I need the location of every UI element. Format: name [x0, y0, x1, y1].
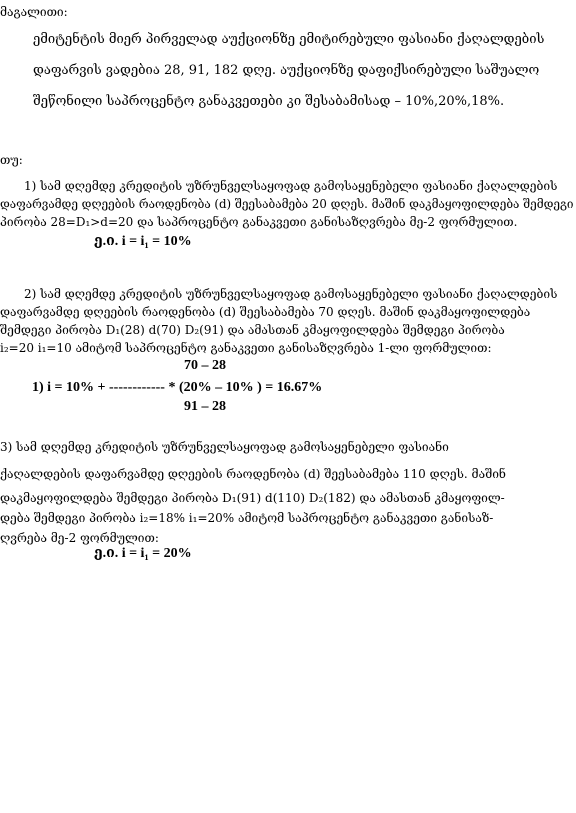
solution-heading: თუ:	[0, 153, 23, 167]
example-line-3: შეწონილი საპროცენტო განაკვეთები კი შესაბამისად – 10%,20%,18%.	[33, 94, 505, 109]
case1-formula: ე.ი. i = i₁ = 10%	[94, 234, 192, 249]
case3-line-2: ქაღალდების დაფარვამდე დღეების რაოდენობა (d) შეესაბამება 110 დღეს. მაშინ	[0, 467, 506, 481]
case3-line-5: ღვრება მე-2 ფორმულით:	[0, 531, 159, 545]
case3-line-1: 3) სამ დღემდე კრედიტის უზრუნველსაყოფად გამოსაყენებელი ფასიანი	[0, 440, 449, 454]
case2-denominator: 91 – 28	[184, 399, 226, 414]
case3-line-3: დაკმაყოფილდება შემდეგი პირობა D₁(91) d(110) D₂(182) და ამასთან კმაყოფილ-	[0, 491, 505, 505]
case1-line-3: პირობა 28=D₁>d=20 და საპროცენტო განაკვეთი განისაზღვრება მე-2 ფორმულით.	[0, 215, 518, 229]
case2-main-formula: 1) i = 10% + ------------ * (20% – 10% ) = 16.67%	[32, 380, 323, 395]
case3-line-4: დება შემდეგი პირობა i₂=18% i₁=20% ამიტომ საპროცენტო განაკვეთი განისაზ-	[0, 511, 494, 525]
example-heading: მაგალითი:	[0, 5, 68, 19]
case3-formula: ე.ი. i = i₁ = 20%	[94, 546, 192, 561]
case2-line-3: შემდეგი პირობა D₁(28) d(70) D₂(91) და ამასთან კმაყოფილდება შემდეგი პირობა	[0, 323, 505, 337]
case2-numerator: 70 – 28	[184, 358, 226, 373]
case1-line-2: დაფარვამდე დღეების რაოდენობა (d) შეესაბამება 20 დღეს. მაშინ დაკმაყოფილდება შემდეგი	[0, 197, 574, 211]
example-line-1: ემიტენტის მიერ პირველად აუქციონზე ემიტირებული ფასიანი ქაღალდების	[33, 32, 545, 47]
case2-line-2: დაფარვამდე დღეების რაოდენობა (d) შეესაბამება 70 დღეს. მაშინ დაკმაყოფილდება	[0, 305, 531, 319]
example-line-2: დაფარვის ვადებია 28, 91, 182 დღე. აუქციონზე დაფიქსირებული საშუალო	[33, 63, 540, 78]
case1-line-1: 1) სამ დღემდე კრედიტის უზრუნველსაყოფად გამოსაყენებელი ფასიანი ქაღალდების	[24, 179, 558, 193]
case2-line-1: 2) სამ დღემდე კრედიტის უზრუნველსაყოფად გამოსაყენებელი ფასიანი ქაღალდების	[24, 287, 558, 301]
case2-line-4: i₂=20 i₁=10 ამიტომ საპროცენტო განაკვეთი განისაზღვრება 1-ლი ფორმულით:	[0, 341, 492, 355]
